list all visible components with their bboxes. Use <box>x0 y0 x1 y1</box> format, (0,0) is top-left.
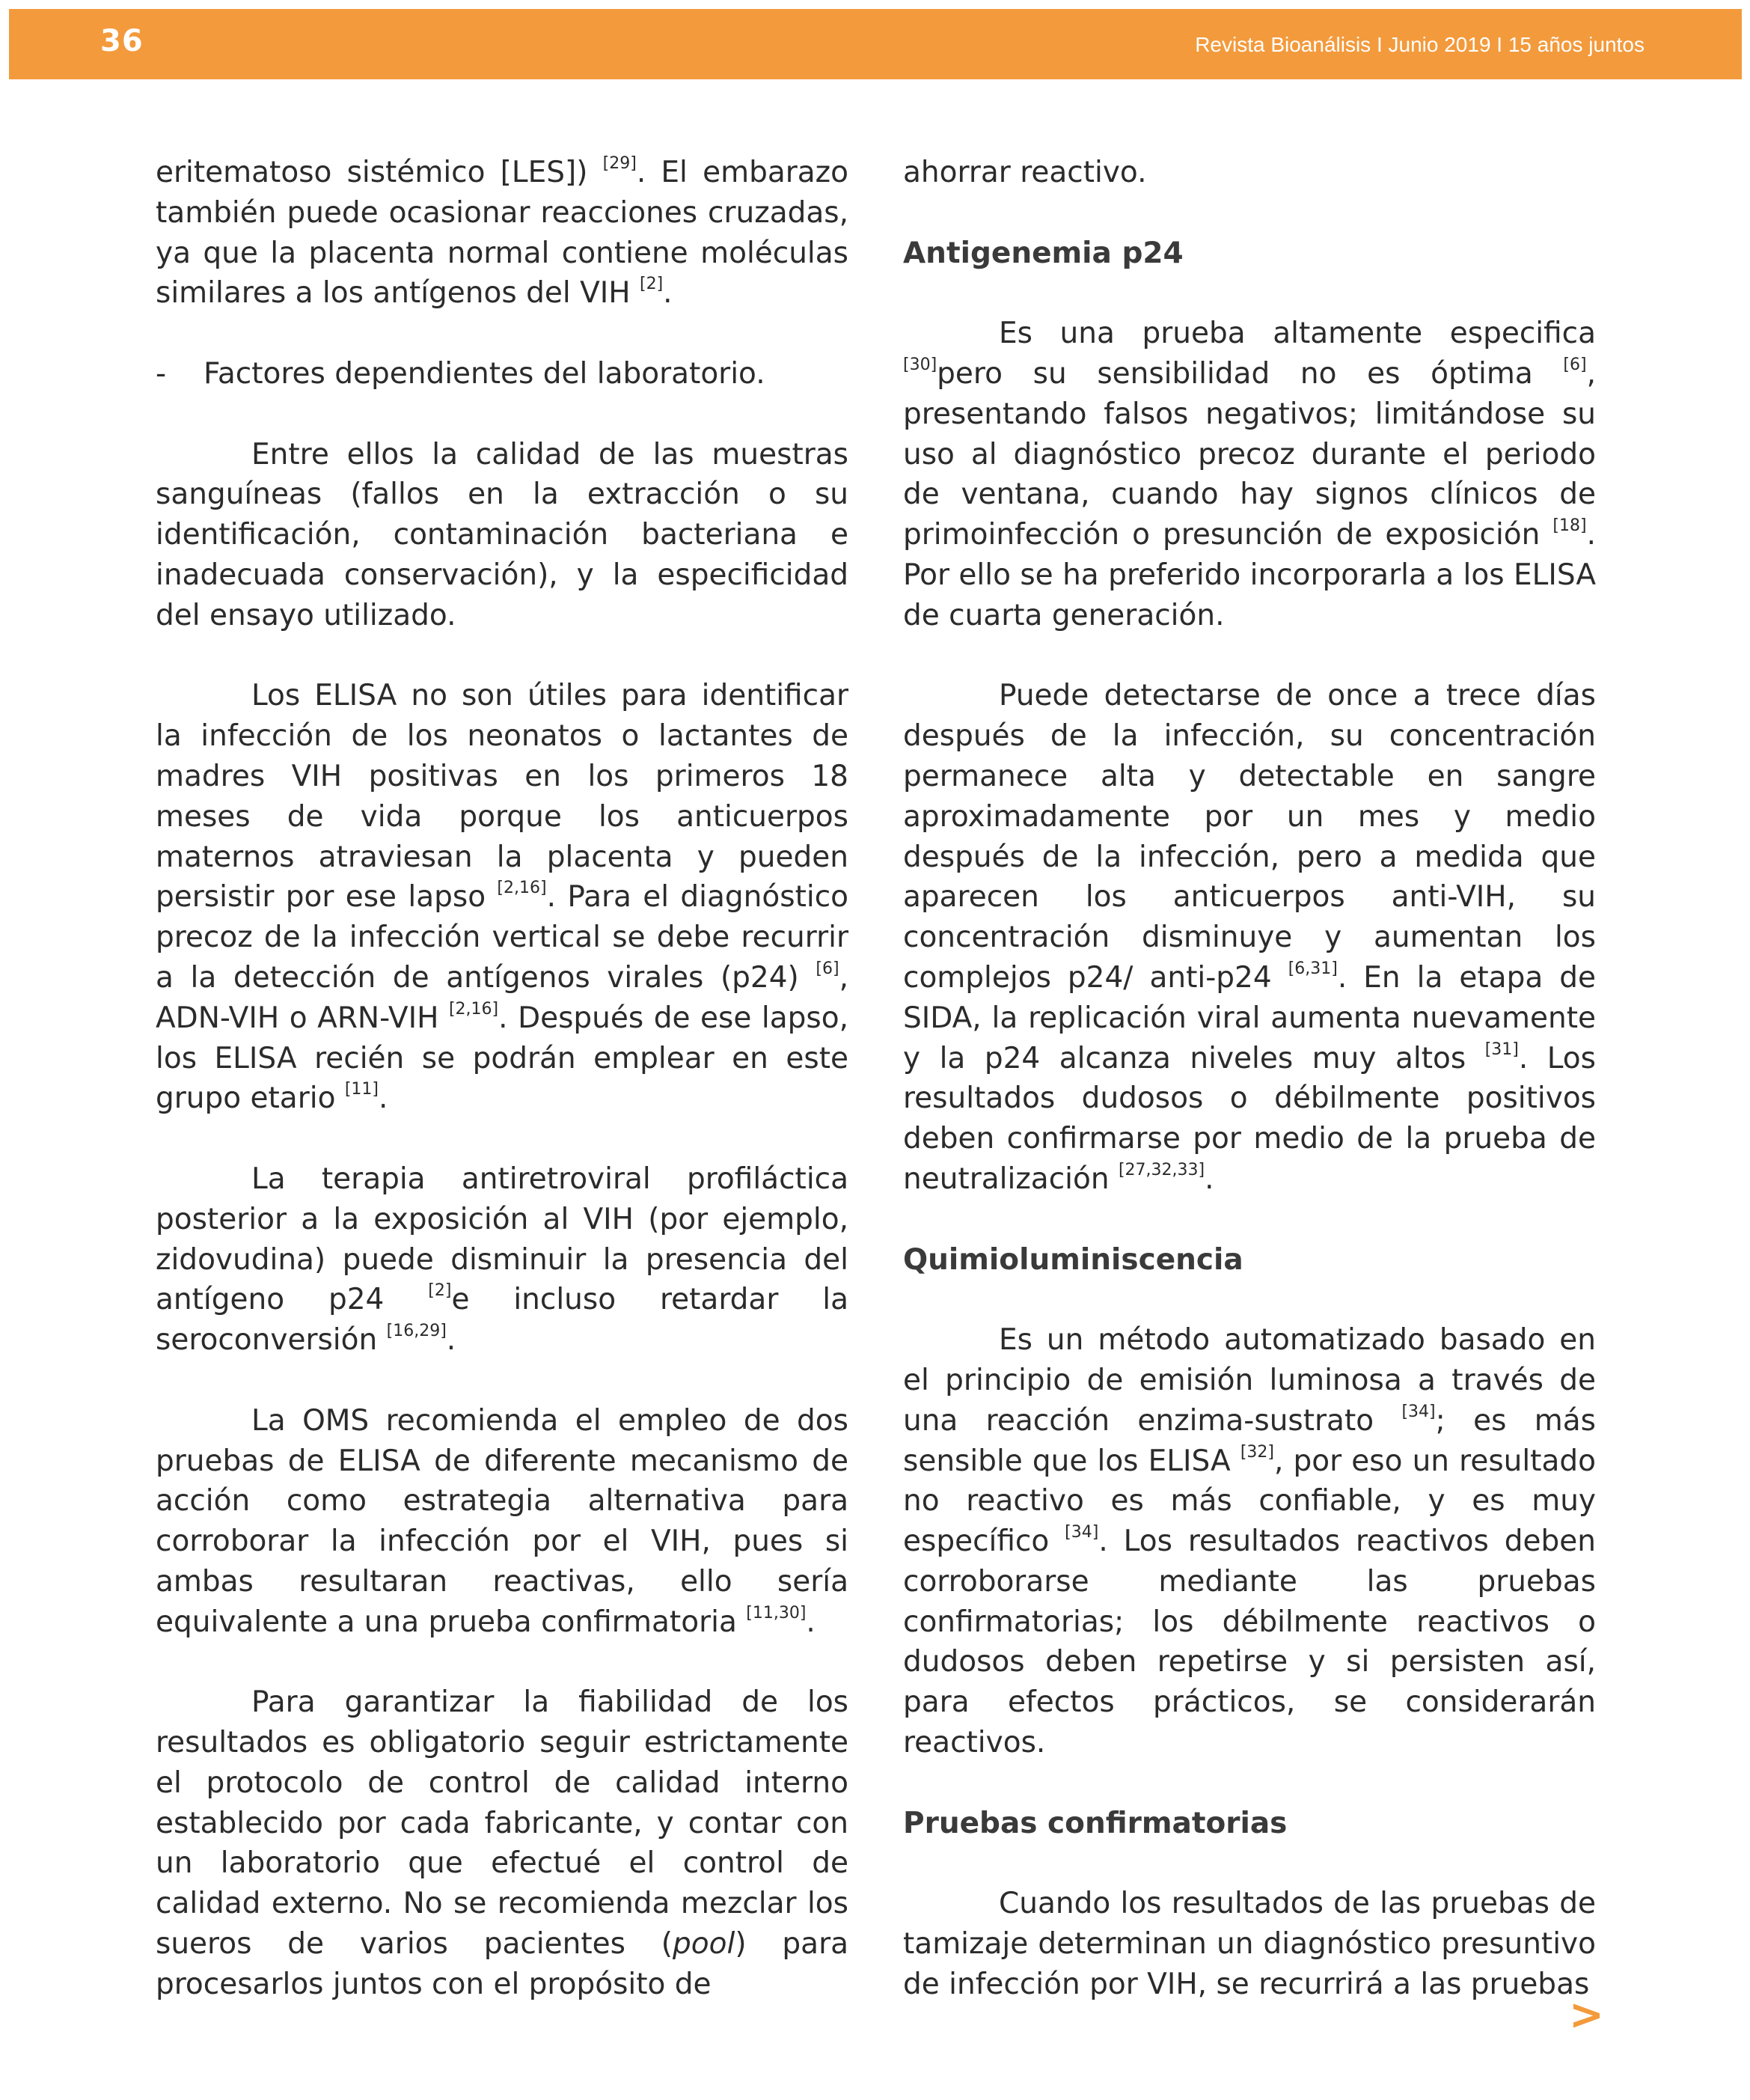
right-column <box>903 153 1596 2045</box>
paragraph: Cuando los resultados de las pruebas de tamizaje determinan un diagnóstico presuntivo de infección por VIH, se recurrirá a las pruebas <box>903 1887 1596 2001</box>
page-number: 36 <box>100 24 144 58</box>
citation: [29] <box>602 154 637 173</box>
citation: [6,31] <box>1288 959 1338 978</box>
citation: [11,30] <box>746 1603 807 1623</box>
paragraph: La OMS recomienda el empleo de dos pruebas de ELISA de diferente mecanismo de acción como estrategia alternativa para corroborar la infección por el VIH, pues si ambas resultaran reactivas, ello sería equivalente a una prueba confirmatoria [11,30]. <box>156 1403 848 1639</box>
paragraph: Puede detectarse de once a trece días después de la infección, su concentración permanece alta y detectable en sangre aproximadamente por un mes y medio después de la infección, pero a medida que aparecen los anticuerpos anti-VIH, su concentración disminuye y aumentan los complejos p24/ anti-p24 [6,31]. En la etapa de SIDA, la replicación viral aumenta nuevamente y la p24 alcanza niveles muy altos [31]. Los resultados dudosos o débilmente positivos deben confirmarse por medio de la prueba de neutralización [27,32,33]. <box>903 679 1596 1196</box>
citation: [30] <box>903 355 937 374</box>
page-header <box>9 9 1742 79</box>
paragraph: Los ELISA no son útiles para identificar la infección de los neonatos o lactantes de madres VIH positivas en los primeros 18 meses de vida porque los anticuerpos maternos atraviesan la placenta y pueden persistir por ese lapso [2,16]. Para el diagnóstico precoz de la infección vertical se debe recurrir a la detección de antígenos virales (p24) [6], ADN-VIH o ARN-VIH [2,16]. Después de ese lapso, los ELISA recién se podrán emplear en este grupo etario [11]. <box>156 679 848 1116</box>
paragraph: Entre ellos la calidad de las muestras sanguíneas (fallos en la extracción o su identificación, contaminación bacteriana e inadecuada conservación), y la especificidad del ensayo utilizado. <box>156 437 848 632</box>
paragraph: eritematoso sistémico [LES]) [29]. El embarazo también puede ocasionar reacciones cruzadas, ya que la placenta normal contiene moléculas similares a los antígenos del VIH [2]. <box>156 154 848 311</box>
paragraph: ahorrar reactivo. <box>903 156 1147 189</box>
citation: [34] <box>1401 1402 1436 1421</box>
citation: [11] <box>344 1080 379 1099</box>
section-heading: Pruebas confirmatorias <box>903 1806 1288 1840</box>
citation: [2,16] <box>497 879 547 898</box>
citation: [27,32,33] <box>1118 1160 1205 1179</box>
paragraph: Para garantizar la fiabilidad de los resultados es obligatorio seguir estrictamente el protocolo de control de calidad interno establecido por cada fabricante, y contar con un laboratorio que efectué el control de calidad externo. No se recomienda mezclar los sueros de varios pacientes (pool) para procesarlos juntos con el propósito de <box>156 1685 849 2001</box>
paragraph: Es un método automatizado basado en el principio de emisión luminosa a través de una reacción enzima-sustrato [34]; es más sensible que los ELISA [32], por eso un resultado no reactivo es más confiable, y es muy específico [34]. Los resultados reactivos deben corroborarse mediante las pruebas confirmatorias; los débilmente reactivos o dudosos deben repetirse y si persisten así, para efectos prácticos, se considerarán reactivos. <box>903 1323 1596 1760</box>
citation: [6] <box>1563 355 1587 374</box>
citation: [2,16] <box>448 999 499 1019</box>
citation: [34] <box>1065 1523 1099 1542</box>
left-column <box>156 153 848 2045</box>
citation: [16,29] <box>386 1322 447 1341</box>
citation: [32] <box>1240 1442 1274 1462</box>
citation: [31] <box>1484 1040 1519 1059</box>
next-page-arrow-icon[interactable]: > <box>1569 1991 1604 2039</box>
citation: [6] <box>816 959 839 978</box>
citation: [18] <box>1552 516 1587 536</box>
section-heading: Quimioluminiscencia <box>903 1242 1243 1277</box>
paragraph: La terapia antiretroviral profiláctica posterior a la exposición al VIH (por ejemplo, zidovudina) puede disminuir la presencia del antígeno p24 [2]e incluso retardar la seroconversión [16,29]. <box>156 1162 848 1358</box>
paragraph: Es una prueba altamente especifica [30]pero su sensibilidad no es óptima [6], presentando falsos negativos; limitándose su uso al diagnóstico precoz durante el periodo de ventana, cuando hay signos clínicos de primoinfección o presunción de exposición [18]. Por ello se ha preferido incorporarla a los ELISA de cuarta generación. <box>903 317 1596 632</box>
journal-title: Revista Bioanálisis I Junio 2019 I 15 años juntos <box>1195 33 1645 56</box>
bullet-item: - Factores dependientes del laboratorio. <box>156 356 765 391</box>
citation: [2] <box>428 1281 452 1301</box>
citation: [2] <box>640 275 664 294</box>
section-heading: Antigenemia p24 <box>903 236 1184 270</box>
